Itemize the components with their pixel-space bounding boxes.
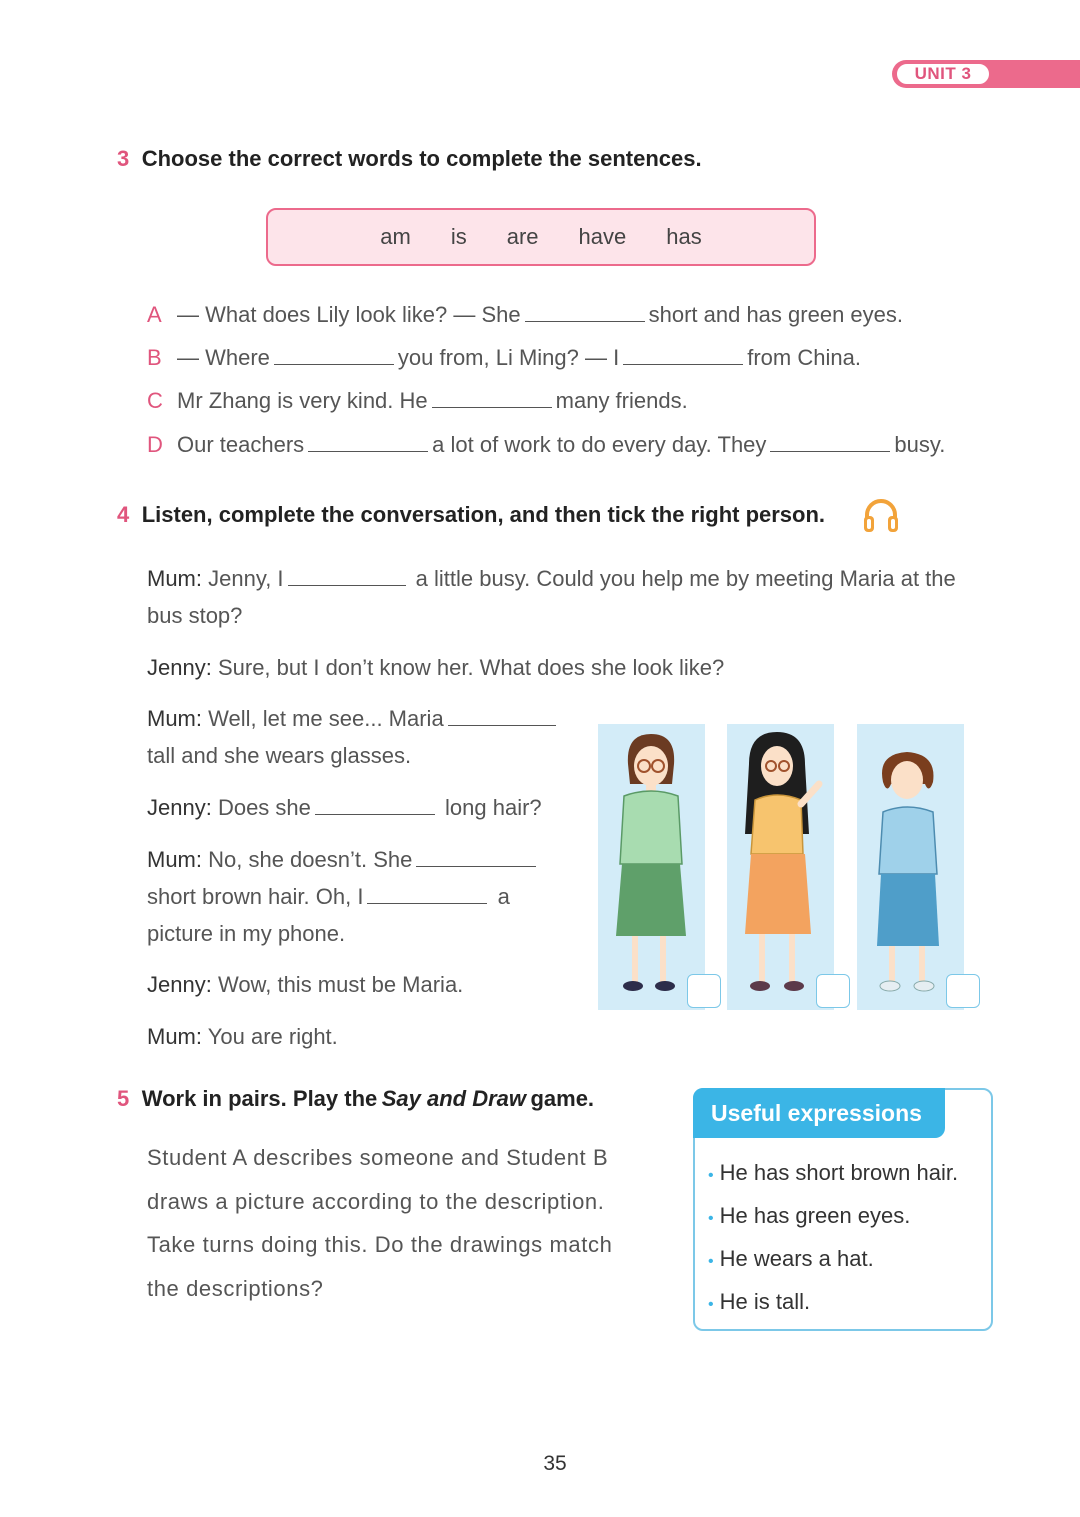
answer-blank[interactable] (308, 431, 428, 452)
exercise-item-d (147, 431, 945, 458)
section-4-heading (117, 502, 825, 528)
item-letter: B (147, 345, 162, 370)
tick-box-1[interactable] (687, 974, 721, 1008)
person-panel-3 (857, 724, 964, 1010)
dialogue-text: a little busy. Could you help me by meeting Maria at the (415, 566, 956, 591)
speaker-label: Jenny: (147, 972, 212, 997)
dialogue-text: Well, let me see... Maria (208, 706, 444, 731)
word-is: is (450, 224, 467, 249)
exercise-item-a (147, 301, 903, 328)
section-5-heading (117, 1086, 594, 1112)
section-3-heading (117, 146, 702, 172)
section-number: 5 (117, 1086, 130, 1111)
dialogue-text: Wow, this must be Maria. (217, 972, 464, 997)
dialogue-text: Jenny, I (208, 566, 284, 591)
answer-blank[interactable] (416, 846, 536, 867)
word-am: am (380, 224, 411, 249)
dialogue-line-3 (147, 700, 587, 774)
item-text: you from, Li Ming? — I (397, 345, 620, 370)
useful-expression-item (708, 1246, 874, 1272)
dialogue-line-4 (147, 789, 542, 826)
expression-text: He has green eyes. (719, 1203, 911, 1228)
person-panel-1 (598, 724, 705, 1010)
section-title-end: game. (530, 1086, 595, 1111)
useful-expression-item (708, 1289, 810, 1315)
dialogue-text: tall and she wears glasses. (147, 743, 412, 768)
dialogue-line-1 (147, 560, 997, 634)
useful-expressions-title: Useful expressions (693, 1088, 945, 1138)
instruction-line: Student A describes someone and Student B (147, 1145, 609, 1170)
item-text: Our teachers (177, 432, 305, 457)
item-text: a lot of work to do every day. They (432, 432, 767, 457)
page-number: 35 (543, 1452, 567, 1475)
answer-blank[interactable] (367, 883, 487, 904)
woman-long-hair-illustration (727, 724, 834, 1010)
item-letter: C (147, 388, 163, 413)
exercise-item-c (147, 387, 688, 414)
word-has: has (666, 224, 702, 249)
bullet-icon: • (708, 1210, 714, 1227)
speaker-label: Mum: (147, 566, 202, 591)
woman-glasses-illustration (598, 724, 705, 1010)
tick-box-3[interactable] (946, 974, 980, 1008)
item-text: many friends. (555, 388, 688, 413)
word-have: have (578, 224, 627, 249)
instruction-line: draws a picture according to the description. (147, 1188, 605, 1214)
instruction-line: Take turns doing this. Do the drawings match (147, 1232, 613, 1257)
dialogue-text: You are right. (207, 1024, 338, 1049)
answer-blank[interactable] (274, 344, 394, 365)
item-text: short and has green eyes. (648, 302, 903, 327)
word-bank (266, 208, 816, 266)
item-letter: A (147, 302, 162, 327)
instruction-line: the descriptions? (147, 1275, 324, 1301)
headphones-icon[interactable] (862, 498, 900, 534)
expression-text: He is tall. (719, 1289, 811, 1314)
item-text: from China. (747, 345, 861, 370)
section-number: 3 (117, 146, 130, 171)
tick-box-2[interactable] (816, 974, 850, 1008)
answer-blank[interactable] (770, 431, 890, 452)
answer-blank[interactable] (288, 565, 406, 586)
dialogue-text: bus stop? (147, 603, 243, 628)
section-title: Listen, complete the conversation, and then tick the right person. (141, 502, 826, 527)
answer-blank[interactable] (448, 705, 556, 726)
answer-blank[interactable] (525, 301, 645, 322)
woman-short-hair-illustration (857, 724, 964, 1010)
bullet-icon: • (708, 1253, 714, 1270)
expression-text: He has short brown hair. (719, 1160, 959, 1185)
speaker-label: Mum: (147, 847, 202, 872)
dialogue-text: long hair? (445, 795, 542, 820)
item-text: — Where (177, 345, 270, 370)
answer-blank[interactable] (432, 387, 552, 408)
game-name: Say and Draw (381, 1086, 526, 1111)
exercise-item-b (147, 344, 861, 371)
section-5-instructions (147, 1136, 647, 1310)
speaker-label: Jenny: (147, 795, 212, 820)
speaker-label: Mum: (147, 706, 202, 731)
word-are: are (506, 224, 539, 249)
dialogue-text: No, she doesn’t. She (208, 847, 413, 872)
item-text: — What does Lily look like? — She (177, 302, 521, 327)
item-text: busy. (894, 432, 946, 457)
dialogue-text: Does she (217, 795, 311, 820)
useful-expression-item (708, 1203, 910, 1229)
unit-label: UNIT 3 (895, 62, 991, 86)
person-panel-2 (727, 724, 834, 1010)
item-letter: D (147, 432, 163, 457)
dialogue-line-7 (147, 1018, 338, 1055)
speaker-label: Jenny: (147, 655, 212, 680)
dialogue-line-5 (147, 841, 587, 952)
answer-blank[interactable] (315, 794, 435, 815)
dialogue-text: picture in my phone. (147, 921, 346, 946)
section-number: 4 (117, 502, 130, 527)
bullet-icon: • (708, 1296, 714, 1313)
dialogue-line-2 (147, 649, 724, 686)
bullet-icon: • (708, 1167, 714, 1184)
answer-blank[interactable] (623, 344, 743, 365)
dialogue-text: Sure, but I don’t know her. What does she look like? (217, 655, 725, 680)
section-title: Work in pairs. Play the (141, 1086, 378, 1111)
item-text: Mr Zhang is very kind. He (177, 388, 428, 413)
dialogue-text: short brown hair. Oh, I (147, 884, 364, 909)
section-title: Choose the correct words to complete the sentences. (141, 146, 702, 171)
expression-text: He wears a hat. (719, 1246, 874, 1271)
speaker-label: Mum: (147, 1024, 202, 1049)
dialogue-line-6 (147, 966, 463, 1003)
dialogue-text: a (497, 884, 510, 909)
useful-expression-item (708, 1160, 958, 1186)
